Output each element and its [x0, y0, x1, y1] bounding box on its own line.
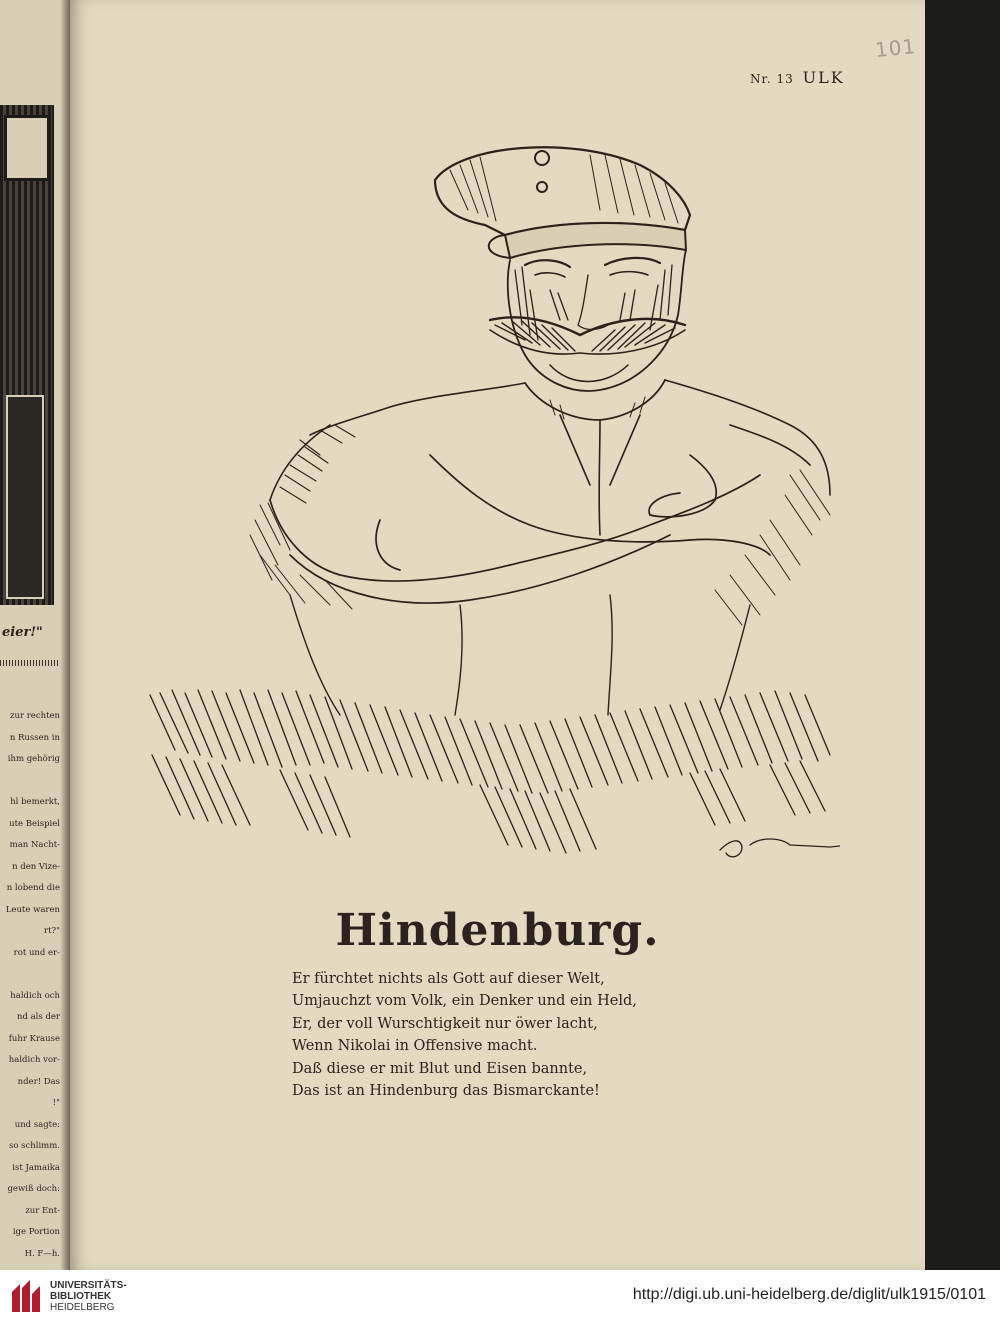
left-page-text	[0, 706, 60, 1265]
hindenburg-portrait-drawing	[130, 125, 840, 880]
left-page-text-line: zur rechten	[10, 711, 60, 721]
magazine-name: ULK	[802, 68, 845, 87]
left-page-text-line: ihm gehörig	[7, 754, 60, 764]
artist-signature	[720, 839, 840, 857]
left-page-text-line	[0, 771, 60, 793]
issue-number: Nr. 13	[750, 72, 794, 86]
library-name-line: HEIDELBERG	[50, 1302, 115, 1313]
cap-band	[505, 223, 686, 258]
left-page-text-line: ute Beispiel	[9, 818, 60, 829]
handwritten-page-number: 101	[873, 33, 918, 63]
poem	[292, 968, 712, 1102]
left-page-text-line: ige Portion	[12, 1227, 60, 1237]
article-title: Hindenburg.	[335, 905, 660, 956]
left-page-text-line: haldich och	[10, 990, 60, 1001]
book-cover-edge	[925, 0, 1000, 1270]
left-page-text-line: ist Jamaika	[12, 1162, 60, 1173]
left-page-text-line: fuhr Krause	[8, 1033, 60, 1044]
left-page-text-line: nder! Das	[17, 1076, 60, 1087]
left-page-text-line: H. F—h.	[24, 1248, 60, 1259]
left-page-text-line: zur Ent-	[25, 1205, 60, 1216]
cap-crown	[435, 147, 690, 235]
issue-header	[750, 68, 845, 87]
coat	[270, 380, 830, 535]
poem-line: Er, der voll Wurschtigkeit nur öwer lacht,	[292, 1015, 598, 1032]
footer	[0, 1270, 1000, 1321]
crowd-hatching	[150, 690, 830, 853]
poem-line: Wenn Nikolai in Offensive macht.	[292, 1038, 538, 1055]
poem-line: Er fürchtet nichts als Gott auf dieser Welt,	[292, 971, 605, 987]
arm-hatching	[250, 470, 830, 625]
left-page-text-line: !"	[52, 1098, 60, 1108]
folded-arms	[270, 425, 810, 603]
left-page-text-line: hl bemerkt,	[10, 797, 60, 807]
left-page-text-line: rot und er-	[13, 947, 60, 958]
left-page-text-line: Leute waren	[5, 904, 60, 915]
left-page-caption: eier!"	[2, 625, 43, 640]
main-page	[70, 0, 925, 1270]
poem-line: Das ist an Hindenburg das Bismarckante!	[292, 1083, 600, 1100]
poem-line: Daß diese er mit Blut und Eisen bannte,	[292, 1060, 588, 1077]
left-page-text-line: n den Vize-	[12, 861, 60, 872]
left-illustration-window	[4, 115, 50, 181]
left-facing-page	[0, 0, 70, 1270]
left-illustration-door	[6, 395, 44, 599]
left-page-text-line: so schlimm.	[8, 1141, 60, 1151]
page-gutter	[60, 0, 70, 1270]
library-name	[50, 1280, 127, 1313]
poem-line: Umjauchzt vom Volk, ein Denker und ein Held,	[292, 993, 637, 1010]
library-name-line: BIBLIOTHEK	[50, 1291, 112, 1302]
left-page-text-line: man Nacht-	[9, 840, 60, 850]
left-page-rule	[0, 660, 58, 666]
left-page-text-line: rt?"	[44, 926, 60, 936]
left-page-text-line: nd als der	[16, 1012, 60, 1022]
mustache	[490, 317, 685, 354]
left-page-text-line: und sagte:	[14, 1119, 60, 1130]
left-page-text-line: n Russen in	[9, 732, 60, 743]
left-page-text-line: gewiß doch:	[7, 1184, 60, 1194]
library-name-line: UNIVERSITÄTS-	[50, 1280, 127, 1291]
chin	[550, 365, 628, 382]
library-logo-icon	[10, 1278, 44, 1314]
permalink[interactable]: http://digi.ub.uni-heidelberg.de/diglit/ulk1915/0101	[632, 1286, 986, 1303]
left-page-text-line: n lobend die	[6, 883, 60, 893]
left-page-illustration	[0, 105, 54, 605]
left-page-text-line	[0, 964, 60, 986]
left-page-text-line: haldich vor-	[8, 1055, 60, 1065]
left-shoulder-hatching	[280, 425, 355, 503]
